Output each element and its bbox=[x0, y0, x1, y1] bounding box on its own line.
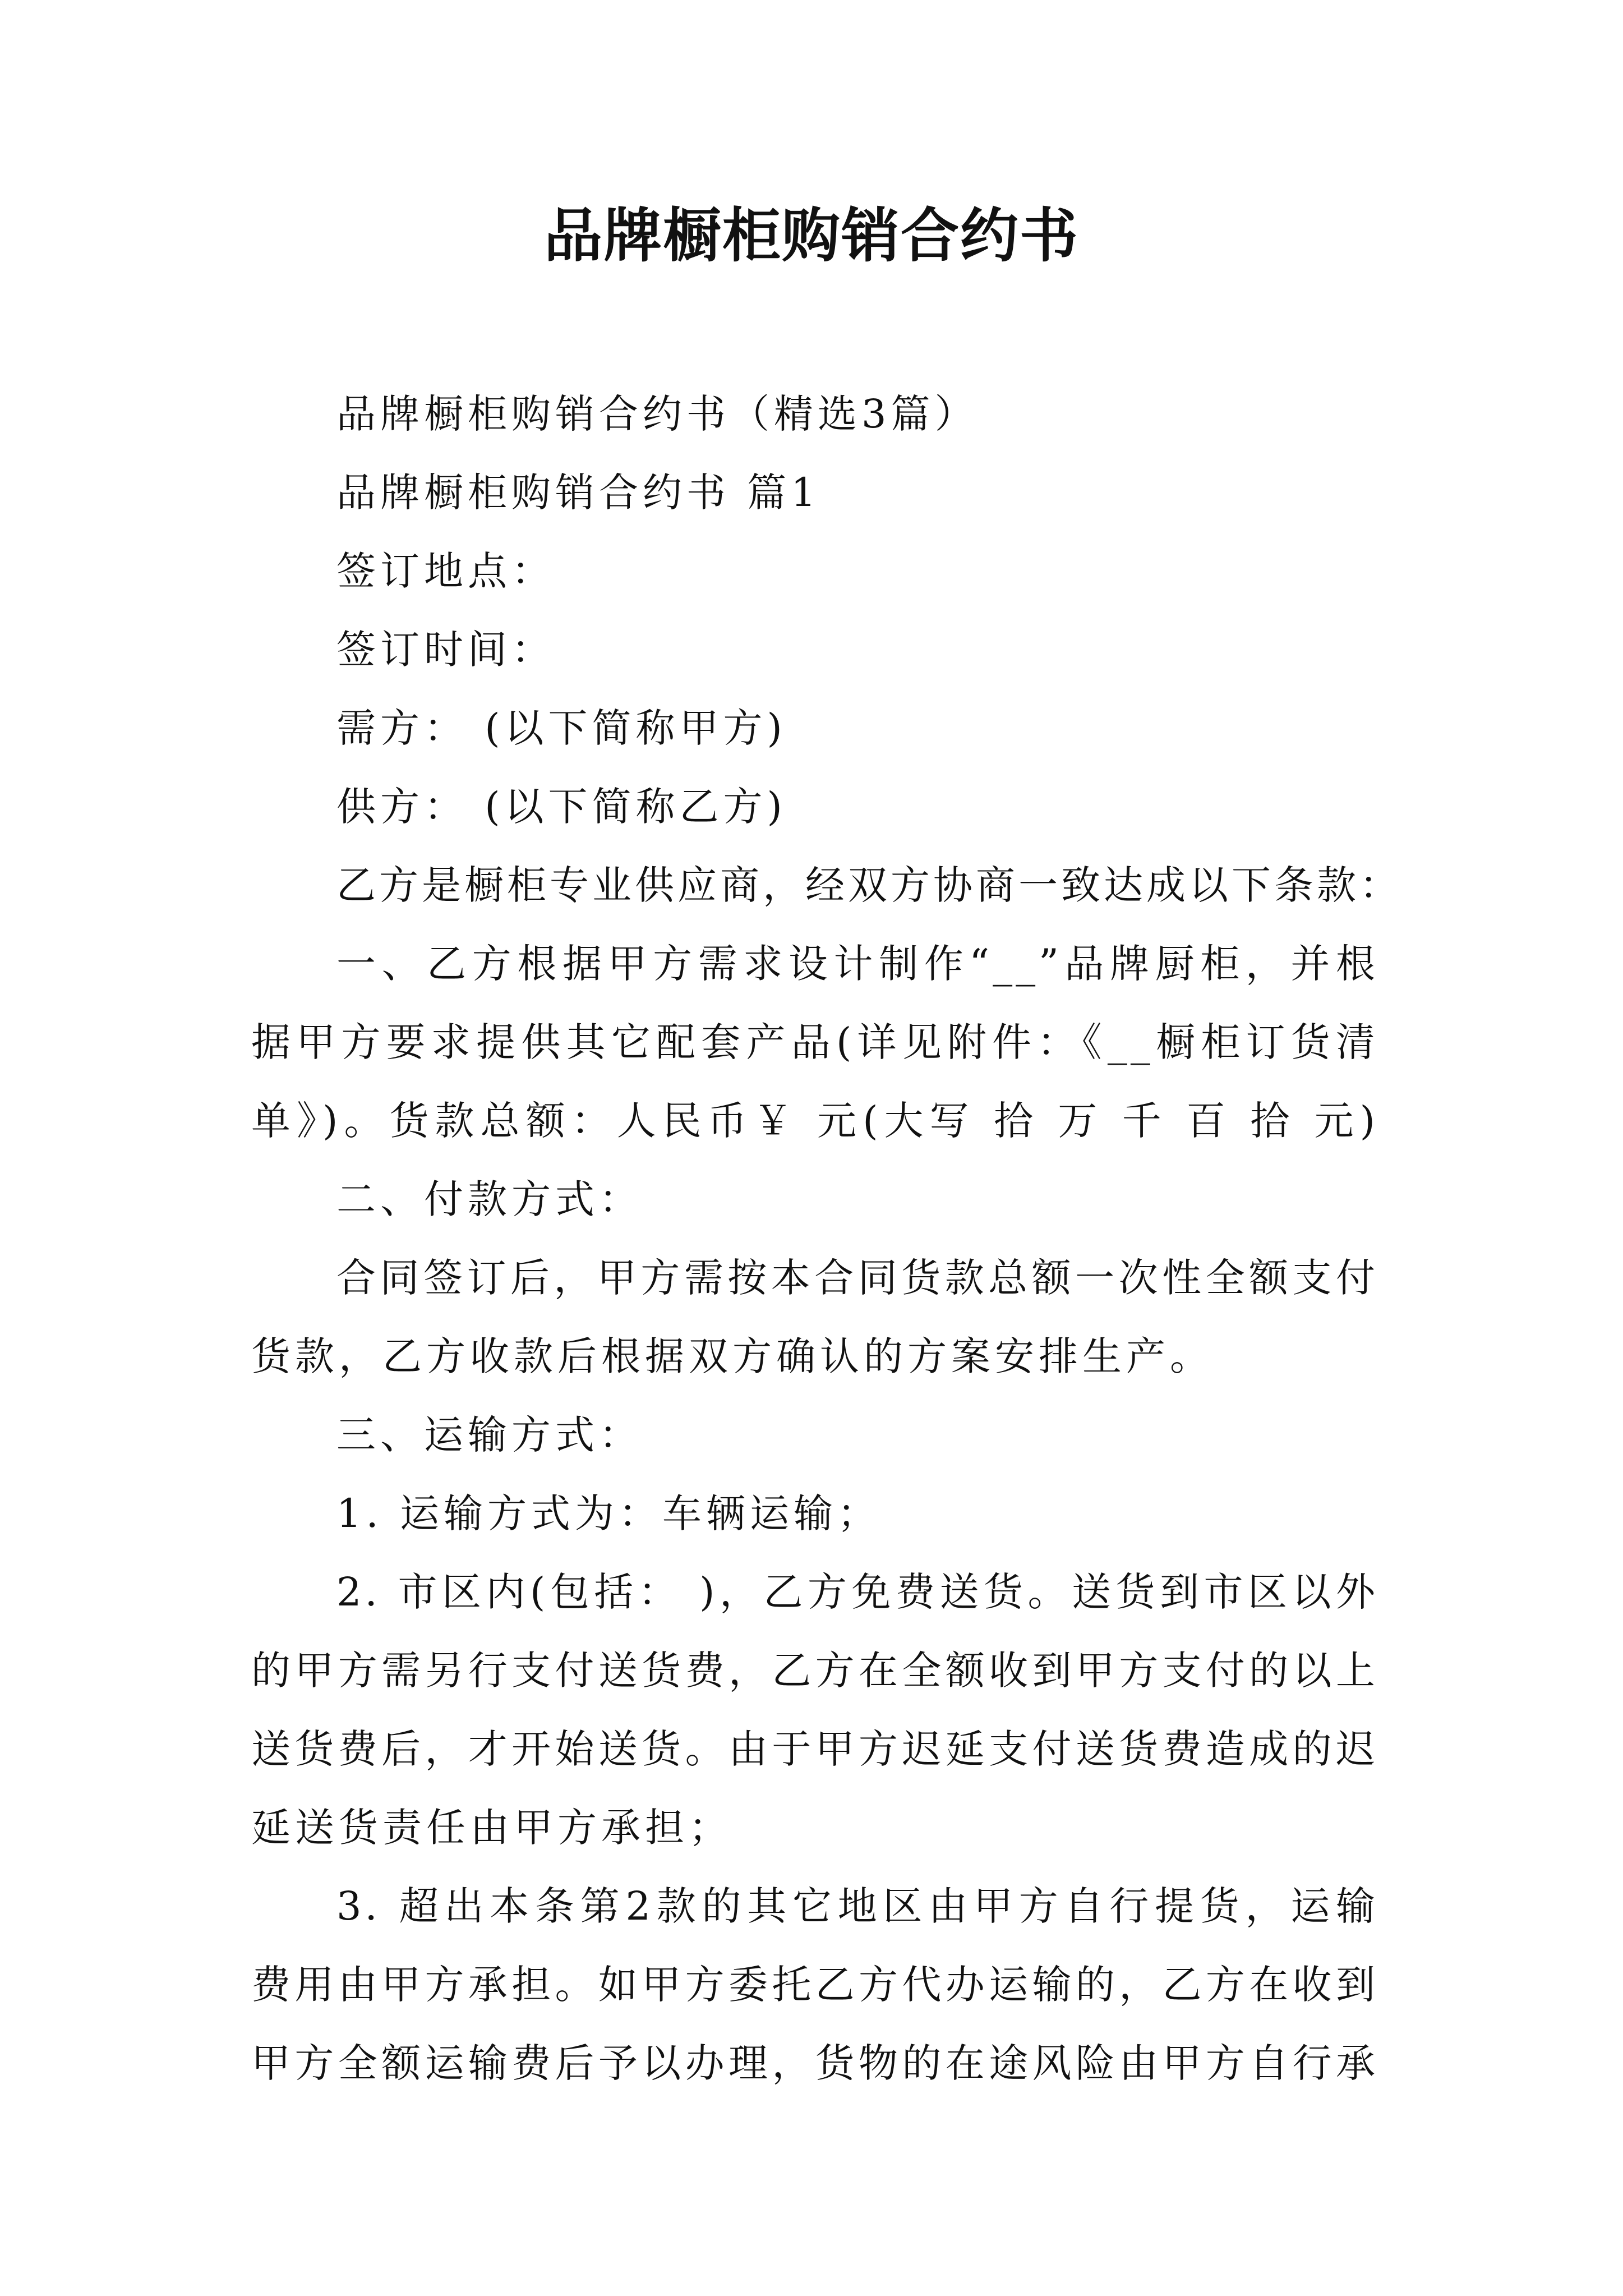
paragraph-line: 3. 超出本条第2款的其它地区由甲方自行提货，运输 bbox=[336, 1883, 1378, 1929]
document-title: 品牌橱柜购销合约书 bbox=[543, 201, 1079, 270]
paragraph-line: 货款，乙方收款后根据双方确认的方案安排生产。 bbox=[251, 1333, 1214, 1379]
paragraph-line: 合同签订后，甲方需按本合同货款总额一次性全额支付 bbox=[336, 1255, 1378, 1301]
paragraph-line: 延送货责任由甲方承担； bbox=[251, 1805, 732, 1851]
paragraph-line: 单》)。货款总额：人民币￥ 元(大写 拾 万 千 百 拾 元) bbox=[251, 1098, 1378, 1144]
paragraph-line: 甲方全额运输费后予以办理，货物的在途风险由甲方自行承 bbox=[251, 2040, 1378, 2086]
paragraph-line: 三、运输方式： bbox=[336, 1412, 643, 1458]
paragraph-line: 送货费后，才开始送货。由于甲方迟延支付送货费造成的迟 bbox=[251, 1726, 1378, 1772]
paragraph-line: 二、付款方式： bbox=[336, 1176, 643, 1222]
paragraph-line: 供方： (以下简称乙方) bbox=[336, 784, 787, 830]
paragraph-line: 签订时间： bbox=[336, 627, 555, 673]
paragraph-line: 需方： (以下简称甲方) bbox=[336, 705, 787, 751]
paragraph-line: 一、乙方根据甲方需求设计制作“__”品牌厨柜，并根 bbox=[336, 941, 1378, 987]
paragraph-line: 2. 市区内(包括： )，乙方免费送货。送货到市区以外 bbox=[336, 1569, 1378, 1615]
paragraph-line: 乙方是橱柜专业供应商，经双方协商一致达成以下条款： bbox=[336, 862, 1402, 908]
document-body bbox=[251, 375, 1402, 2102]
paragraph-line: 品牌橱柜购销合约书（精选3篇） bbox=[336, 391, 979, 437]
paragraph-line: 费用由甲方承担。如甲方委托乙方代办运输的，乙方在收到 bbox=[251, 1962, 1378, 2008]
paragraph-line: 品牌橱柜购销合约书 篇1 bbox=[336, 470, 820, 516]
paragraph-line: 据甲方要求提供其它配套产品(详见附件：《__橱柜订货清 bbox=[251, 1019, 1378, 1065]
paragraph-line: 的甲方需另行支付送货费，乙方在全额收到甲方支付的以上 bbox=[251, 1648, 1378, 1694]
paragraph-line: 签订地点： bbox=[336, 548, 555, 594]
paragraph-line: 1. 运输方式为：车辆运输； bbox=[336, 1490, 882, 1536]
